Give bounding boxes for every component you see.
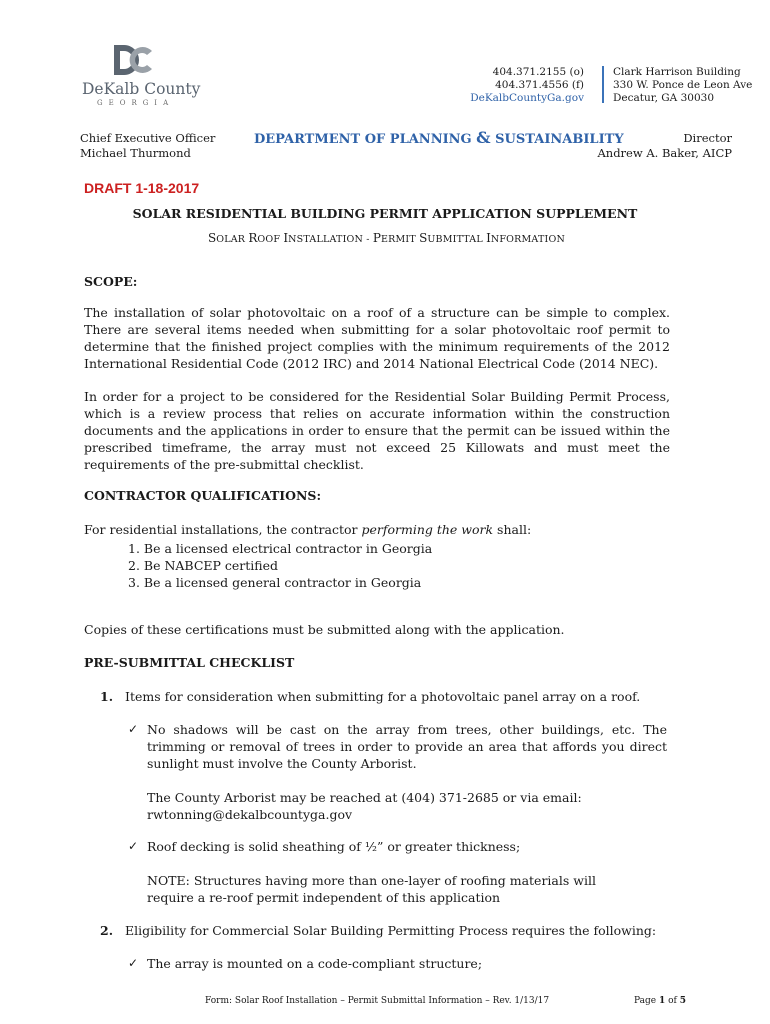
ceo-name: Michael Thurmond bbox=[80, 146, 191, 160]
reroof-note bbox=[147, 872, 596, 906]
ceo-title: Chief Executive Officer bbox=[80, 131, 216, 145]
contact-block bbox=[470, 66, 584, 105]
item-number: 1. bbox=[100, 689, 114, 704]
contractor-intro: For residential installations, the contractor performing the work shall: bbox=[84, 522, 532, 537]
address-block bbox=[613, 66, 752, 105]
director-name: Andrew A. Baker, AICP bbox=[597, 146, 732, 160]
county-state: GEORGIA bbox=[97, 99, 175, 107]
scope-paragraph-2: In order for a project to be considered for the Residential Solar Building Permit Process, which is a review process that relies on accurate information within the construction documents and the applications in order to ensure that the permit can be issued within the prescribed timeframe, the array must not exceed 25 Killowats and must meet the requirements of the pre-submittal checklist. bbox=[84, 389, 670, 472]
draft-label: DRAFT 1-18-2017 bbox=[84, 180, 200, 196]
footer-form-info: Form: Solar Roof Installation – Permit Submittal Information – Rev. 1/13/17 bbox=[205, 996, 550, 1006]
address-city: Decatur, GA 30030 bbox=[613, 92, 715, 104]
director-block bbox=[597, 131, 732, 161]
director-title: Director bbox=[683, 131, 732, 145]
arborist-email[interactable]: rwtonning@dekalbcountyga.gov bbox=[147, 807, 353, 822]
scope-paragraph-1: The installation of solar photovoltaic on a roof of a structure can be simple to complex. There are several items needed when submitting for a solar photovoltaic roof permit to determine that the finished project complies with the minimum requirements of the 2012 International Residential Code (2012 IRC) and 2014 National Electrical Code (2014 NEC). bbox=[84, 305, 670, 371]
item-text: Items for consideration when submitting for a photovoltaic panel array on a roof. bbox=[125, 689, 641, 704]
department-name: DEPARTMENT OF PLANNING & SUSTAINABILITY bbox=[254, 128, 624, 147]
arborist-contact bbox=[147, 789, 582, 823]
checklist-heading: PRE-SUBMITTAL CHECKLIST bbox=[84, 655, 295, 670]
county-name: DeKalb County bbox=[82, 80, 201, 98]
qualification-item: 2. Be NABCEP certified bbox=[128, 558, 279, 573]
note-line-2: require a re-roof permit independent of this application bbox=[147, 890, 501, 905]
document-title: SOLAR RESIDENTIAL BUILDING PERMIT APPLICATION SUPPLEMENT bbox=[132, 206, 638, 221]
document-subtitle: SOLAR ROOF INSTALLATION - PERMIT SUBMITTAL INFORMATION bbox=[208, 231, 565, 245]
page-number: Page 1 of 5 bbox=[634, 996, 686, 1006]
item-text: Eligibility for Commercial Solar Building Permitting Process requires the following: bbox=[125, 923, 657, 938]
qualifications-list bbox=[128, 540, 432, 591]
phone-number: 404.371.2155 (o) bbox=[492, 66, 584, 78]
checkmark-icon: ✓ bbox=[128, 956, 139, 970]
contractor-heading: CONTRACTOR QUALIFICATIONS: bbox=[84, 488, 322, 503]
note-line-1: NOTE: Structures having more than one-layer of roofing materials will bbox=[147, 873, 596, 888]
ceo-block bbox=[80, 131, 215, 161]
checkmark-icon: ✓ bbox=[128, 722, 139, 736]
qualification-item: 1. Be a licensed electrical contractor in Georgia bbox=[128, 541, 433, 556]
checkmark-icon: ✓ bbox=[128, 839, 139, 853]
item-number: 2. bbox=[100, 923, 114, 938]
scope-heading: SCOPE: bbox=[84, 274, 138, 289]
address-building: Clark Harrison Building bbox=[613, 66, 741, 78]
header-divider bbox=[602, 66, 604, 103]
arborist-phone-line: The County Arborist may be reached at (404) 371-2685 or via email: bbox=[147, 790, 582, 805]
dekalb-logo-icon bbox=[112, 43, 154, 77]
website-link[interactable]: DeKalbCountyGa.gov bbox=[470, 92, 584, 104]
copies-note: Copies of these certifications must be submitted along with the application. bbox=[84, 622, 565, 637]
shadows-requirement: No shadows will be cast on the array from trees, other buildings, etc. The trimming or removal of trees in order to provide an area that affords you direct sunlight must involve the County Arborist. bbox=[147, 722, 667, 771]
decking-requirement: Roof decking is solid sheathing of ½” or greater thickness; bbox=[147, 839, 521, 854]
address-street: 330 W. Ponce de Leon Ave bbox=[613, 79, 753, 91]
fax-number: 404.371.4556 (f) bbox=[495, 79, 584, 91]
array-requirement: The array is mounted on a code-compliant structure; bbox=[147, 956, 483, 971]
qualification-item: 3. Be a licensed general contractor in Georgia bbox=[128, 575, 422, 590]
